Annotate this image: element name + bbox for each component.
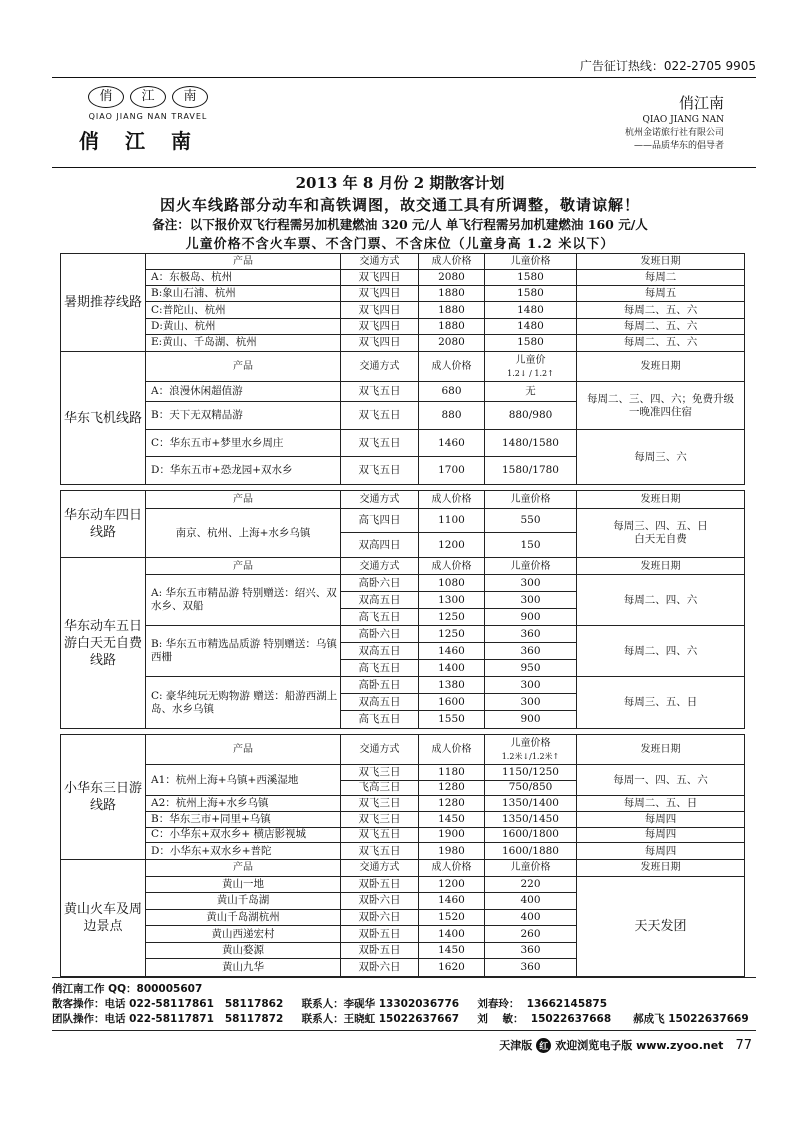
- col-header: 成人价格: [418, 735, 484, 765]
- table-cell: 黄山九华: [222, 961, 264, 974]
- table-cell: 2080: [418, 270, 484, 286]
- table-cell: 高卧六日: [340, 575, 418, 592]
- brand-slogan: ——品质华东的倡导者: [633, 141, 724, 151]
- table-cell: 1980: [418, 843, 484, 859]
- table-cell: 1880: [418, 302, 484, 318]
- table-cell: 1460: [418, 430, 484, 457]
- brand-company: 杭州金诺旅行社有限公司: [624, 128, 724, 138]
- section-flight: [60, 351, 745, 485]
- col-header: 产品: [146, 735, 340, 765]
- section-label: 黄山火车及周边景点: [61, 860, 146, 976]
- col-header: 发班日期: [576, 558, 744, 575]
- table-cell: 每周二: [576, 270, 744, 286]
- child-price-label: 儿童价格: [510, 737, 551, 749]
- footer-group-ops: 团队操作：电话 022-58117871 58117872 联系人：王晓虹 15022637667 刘 敏： 15022637668 郝成飞 15022637669: [52, 1013, 749, 1025]
- table-cell: 1580: [484, 270, 576, 286]
- table-cell: 黄山婺源: [146, 943, 340, 960]
- table-cell: 260: [484, 926, 576, 943]
- table-cell: A1：杭州上海+乌镇+西溪湿地: [146, 765, 340, 796]
- table-cell: 1480/1580: [484, 430, 576, 457]
- table-cell: 高飞四日: [340, 509, 418, 533]
- table-cell: 360: [484, 959, 576, 976]
- table-cell: 300: [484, 677, 576, 694]
- page-number: 77: [735, 1037, 752, 1053]
- table-cell: 300: [484, 592, 576, 609]
- table-cell: 400: [484, 893, 576, 910]
- child-height-note: 1.2↓ / 1.2↑: [507, 368, 554, 378]
- table-cell: 黄山一地: [146, 877, 340, 894]
- col-header: 交通方式: [340, 254, 418, 270]
- table-cell: 1150/1250: [484, 765, 576, 781]
- table-cell: 双飞五日: [340, 430, 418, 457]
- col-header: 成人价格: [418, 860, 484, 877]
- table-cell: 每周一、四、五、六: [576, 765, 744, 796]
- brand-en: QIAO JIANG NAN: [642, 115, 724, 125]
- table-cell: 1250: [418, 626, 484, 643]
- table-cell: 天天发团: [576, 877, 744, 976]
- table-cell: 黄山千岛湖: [146, 893, 340, 910]
- edition-label: 天津版: [499, 1039, 533, 1052]
- table-cell: D：小华东+双水乡+普陀: [151, 844, 272, 857]
- table-cell: 双飞三日: [340, 812, 418, 828]
- table-cell: B：华东三市+同里+乌镇: [146, 812, 340, 828]
- table-cell: 1280: [418, 796, 484, 812]
- table-cell: 1080: [418, 575, 484, 592]
- col-header: 儿童价格: [484, 558, 576, 575]
- table-cell: C:普陀山、杭州: [146, 302, 340, 318]
- footer-retail-ops: 散客操作：电话 022-58117861 58117862 联系人：李砚华 13302036776 刘春玲： 13662145875: [52, 998, 608, 1010]
- child-note: 儿童价格不含火车票、不含门票、不含床位（儿童身高 1.2 米以下）: [185, 237, 615, 252]
- table-cell: 1480: [484, 319, 576, 335]
- table-cell: 1450: [418, 943, 484, 960]
- table-cell: 1400: [418, 660, 484, 677]
- col-header: 产品: [146, 860, 340, 877]
- website-link[interactable]: 欢迎浏览电子版 www.zyoo.net: [555, 1039, 724, 1052]
- table-cell: 550: [484, 509, 576, 533]
- table-cell: 高飞五日: [340, 711, 418, 728]
- table-cell: 750/850: [484, 781, 576, 797]
- col-header: 产品: [146, 352, 340, 382]
- table-cell: C：华东五市+梦里水乡周庄: [146, 430, 340, 457]
- table-cell: 1700: [418, 457, 484, 484]
- table-cell: 1380: [418, 677, 484, 694]
- table-cell: 每周二、五、六: [576, 302, 744, 318]
- table-cell: 双飞五日: [340, 402, 418, 430]
- col-header: [484, 352, 576, 382]
- table-cell: 900: [484, 711, 576, 728]
- table-cell: 每周四: [576, 828, 744, 844]
- col-header: 发班日期: [576, 860, 744, 877]
- col-header: 交通方式: [340, 558, 418, 575]
- col-header: 交通方式: [340, 491, 418, 509]
- col-header: 产品: [146, 254, 340, 270]
- section-label: 华东动车四日线路: [61, 491, 146, 557]
- table-cell: 1250: [418, 609, 484, 626]
- logo-en: QIAO JIANG NAN TRAVEL: [88, 112, 208, 121]
- table-cell: 1350/1450: [484, 812, 576, 828]
- table-cell: 每周三、五、日: [576, 677, 744, 728]
- table-cell: 1550: [418, 711, 484, 728]
- table-cell: 400: [484, 910, 576, 927]
- logo-ring: 江: [130, 86, 166, 108]
- edition-badge-icon: 红: [536, 1038, 551, 1053]
- table-cell: 高卧六日: [340, 626, 418, 643]
- table-cell: 1600/1800: [484, 828, 576, 844]
- table-cell: D：华东五市+恐龙园+双水乡: [151, 464, 293, 476]
- remark: 备注：以下报价双飞行程需另加机建燃油 320 元/人 单飞行程需另加机建燃油 160 元/人: [152, 217, 648, 232]
- page-footer: [499, 1037, 752, 1053]
- table-cell: 1480: [484, 302, 576, 318]
- table-cell: 1100: [418, 509, 484, 533]
- footer-divider: [52, 977, 756, 978]
- col-header: 儿童价格: [484, 254, 576, 270]
- table-cell: 1880: [418, 319, 484, 335]
- table-cell: 1580: [484, 286, 576, 302]
- table-cell: 高卧五日: [340, 677, 418, 694]
- table-cell: 300: [484, 575, 576, 592]
- table-cell: 220: [484, 877, 576, 894]
- table-cell: 双飞三日: [340, 765, 418, 781]
- table-cell: 双飞五日: [340, 828, 418, 844]
- table-cell: 360: [484, 643, 576, 660]
- section-label: 小华东三日游线路: [61, 735, 146, 859]
- table-cell: 南京、杭州、上海+水乡乌镇: [175, 526, 311, 539]
- table-cell: 每周二、四、六: [576, 626, 744, 677]
- table-cell: 1460: [418, 893, 484, 910]
- table-cell: 双高五日: [340, 643, 418, 660]
- logo-ring: 南: [172, 86, 208, 108]
- section-bullet-5day: [60, 557, 745, 729]
- table-cell: 1460: [418, 643, 484, 660]
- table-cell: E:黄山、千岛湖、杭州: [151, 336, 257, 349]
- bottom-divider: [52, 1030, 756, 1031]
- col-header: 交通方式: [340, 860, 418, 877]
- table-cell: 高飞五日: [340, 609, 418, 626]
- table-cell: 高飞五日: [340, 660, 418, 677]
- col-header: 成人价格: [418, 491, 484, 509]
- table-cell: 双飞四日: [340, 302, 418, 318]
- footer-qq: 俏江南工作 QQ：800005607: [52, 983, 203, 995]
- col-header: 发班日期: [576, 352, 744, 382]
- table-cell: 1520: [418, 910, 484, 927]
- table-cell: 每周二、五、六: [576, 319, 744, 335]
- table-cell: 680: [418, 382, 484, 402]
- table-cell: 880/980: [484, 402, 576, 430]
- table-cell: 双高五日: [340, 694, 418, 711]
- table-cell: A2：杭州上海+水乡乌镇: [146, 796, 340, 812]
- col-header: 发班日期: [576, 491, 744, 509]
- table-cell: 双飞三日: [340, 796, 418, 812]
- table-cell: 2080: [418, 335, 484, 351]
- table-cell: 双飞五日: [340, 843, 418, 859]
- table-cell: 双卧五日: [340, 877, 418, 894]
- table-cell: 300: [484, 694, 576, 711]
- table-cell: 1350/1400: [484, 796, 576, 812]
- col-header: 成人价格: [418, 352, 484, 382]
- table-cell: 1620: [418, 959, 484, 976]
- table-cell: 每周三、四、五、日 白天无自费: [576, 509, 744, 557]
- table-cell: 1200: [418, 533, 484, 557]
- col-header: 成人价格: [418, 558, 484, 575]
- table-cell: C: 豪华纯玩无购物游 赠送：船游西湖上岛、水乡乌镇: [151, 689, 338, 715]
- table-cell: 360: [484, 626, 576, 643]
- table-cell: 1450: [418, 812, 484, 828]
- table-cell: 双卧五日: [340, 943, 418, 960]
- table-cell: 每周二、五、六: [576, 335, 744, 351]
- page-title: 2013 年 8 月份 2 期散客计划: [295, 174, 505, 192]
- table-cell: 黄山西递宏村: [146, 926, 340, 943]
- col-header: 产品: [146, 491, 340, 509]
- header-divider: [52, 167, 756, 168]
- col-header: 儿童价格: [484, 491, 576, 509]
- table-cell: 1400: [418, 926, 484, 943]
- table-cell: 每周四: [576, 843, 744, 859]
- table-cell: 1900: [418, 828, 484, 844]
- table-cell: C：小华东+双水乡+ 横店影视城: [146, 828, 340, 844]
- col-header: 成人价格: [418, 254, 484, 270]
- table-cell: 1580: [484, 335, 576, 351]
- table-cell: 1600/1880: [484, 843, 576, 859]
- col-header: 交通方式: [340, 735, 418, 765]
- table-cell: 950: [484, 660, 576, 677]
- brand-logo: [78, 86, 218, 154]
- logo-ring: 俏: [88, 86, 124, 108]
- section-bullet-4day: [60, 490, 745, 558]
- section-huangshan: [60, 859, 745, 977]
- table-cell: 双飞四日: [340, 319, 418, 335]
- table-cell: D:黄山、杭州: [146, 319, 340, 335]
- col-header: 交通方式: [340, 352, 418, 382]
- table-cell: 880: [418, 402, 484, 430]
- section-label: 华东动车五日游白天无自费线路: [61, 558, 146, 728]
- table-cell: 1180: [418, 765, 484, 781]
- table-cell: 每周四: [576, 812, 744, 828]
- table-cell: 1200: [418, 877, 484, 894]
- table-cell: 150: [484, 533, 576, 557]
- table-cell: 1280: [418, 781, 484, 797]
- section-summer: [60, 253, 745, 352]
- table-cell: 每周二、五、日: [576, 796, 744, 812]
- table-cell: B: 华东五市精选品质游 特别赠送：乌镇西栅: [146, 626, 340, 677]
- brand-info: [624, 94, 724, 153]
- table-cell: 飞高三日: [340, 781, 418, 797]
- table-cell: 双高四日: [340, 533, 418, 557]
- col-header: 产品: [146, 558, 340, 575]
- table-cell: 双飞四日: [340, 335, 418, 351]
- col-header: 发班日期: [576, 254, 744, 270]
- logo-cn: 俏江南: [79, 129, 217, 153]
- table-cell: 双飞五日: [340, 457, 418, 484]
- table-cell: 1580/1780: [484, 457, 576, 484]
- col-header: [484, 735, 576, 765]
- table-cell: 每周二、四、六: [576, 575, 744, 626]
- table-cell: 每周五: [576, 286, 744, 302]
- child-height-note: 1.2米↓/1.2米↑: [501, 751, 560, 761]
- table-cell: 每周二、三、四、六；免费升级一晚准四住宿: [576, 382, 744, 430]
- child-price-label: 儿童价: [515, 354, 546, 366]
- section-label: 暑期推荐线路: [61, 254, 146, 351]
- table-cell: 360: [484, 943, 576, 960]
- table-cell: A：浪漫休闲超值游: [146, 382, 340, 402]
- col-header: 儿童价格: [484, 860, 576, 877]
- notice: 因火车线路部分动车和高铁调图，故交通工具有所调整，敬请谅解！: [159, 196, 640, 214]
- top-divider: [52, 77, 756, 78]
- brand-name: 俏江南: [678, 94, 724, 112]
- table-cell: 1300: [418, 592, 484, 609]
- table-cell: 每周三、六: [576, 430, 744, 484]
- section-label: 华东飞机线路: [61, 352, 146, 484]
- col-header: 发班日期: [576, 735, 744, 765]
- table-cell: 双卧五日: [340, 926, 418, 943]
- table-cell: 双飞五日: [340, 382, 418, 402]
- table-cell: 1880: [418, 286, 484, 302]
- table-cell: 黄山千岛湖杭州: [146, 910, 340, 927]
- table-cell: B:象山石浦、杭州: [146, 286, 340, 302]
- table-cell: 1600: [418, 694, 484, 711]
- table-cell: A：东极岛、杭州: [146, 270, 340, 286]
- ad-hotline: 广告征订热线：022-2705 9905: [579, 59, 756, 73]
- table-cell: 双飞四日: [340, 286, 418, 302]
- table-cell: 无: [484, 382, 576, 402]
- table-cell: 双卧六日: [340, 893, 418, 910]
- table-cell: 双卧六日: [340, 959, 418, 976]
- table-cell: 双卧六日: [340, 910, 418, 927]
- table-cell: B：天下无双精品游: [146, 402, 340, 430]
- table-cell: 双飞四日: [340, 270, 418, 286]
- table-cell: 双高五日: [340, 592, 418, 609]
- table-cell: A: 华东五市精品游 特别赠送：绍兴、双水乡、双船: [146, 575, 340, 626]
- table-cell: 900: [484, 609, 576, 626]
- section-mini-east: [60, 734, 745, 860]
